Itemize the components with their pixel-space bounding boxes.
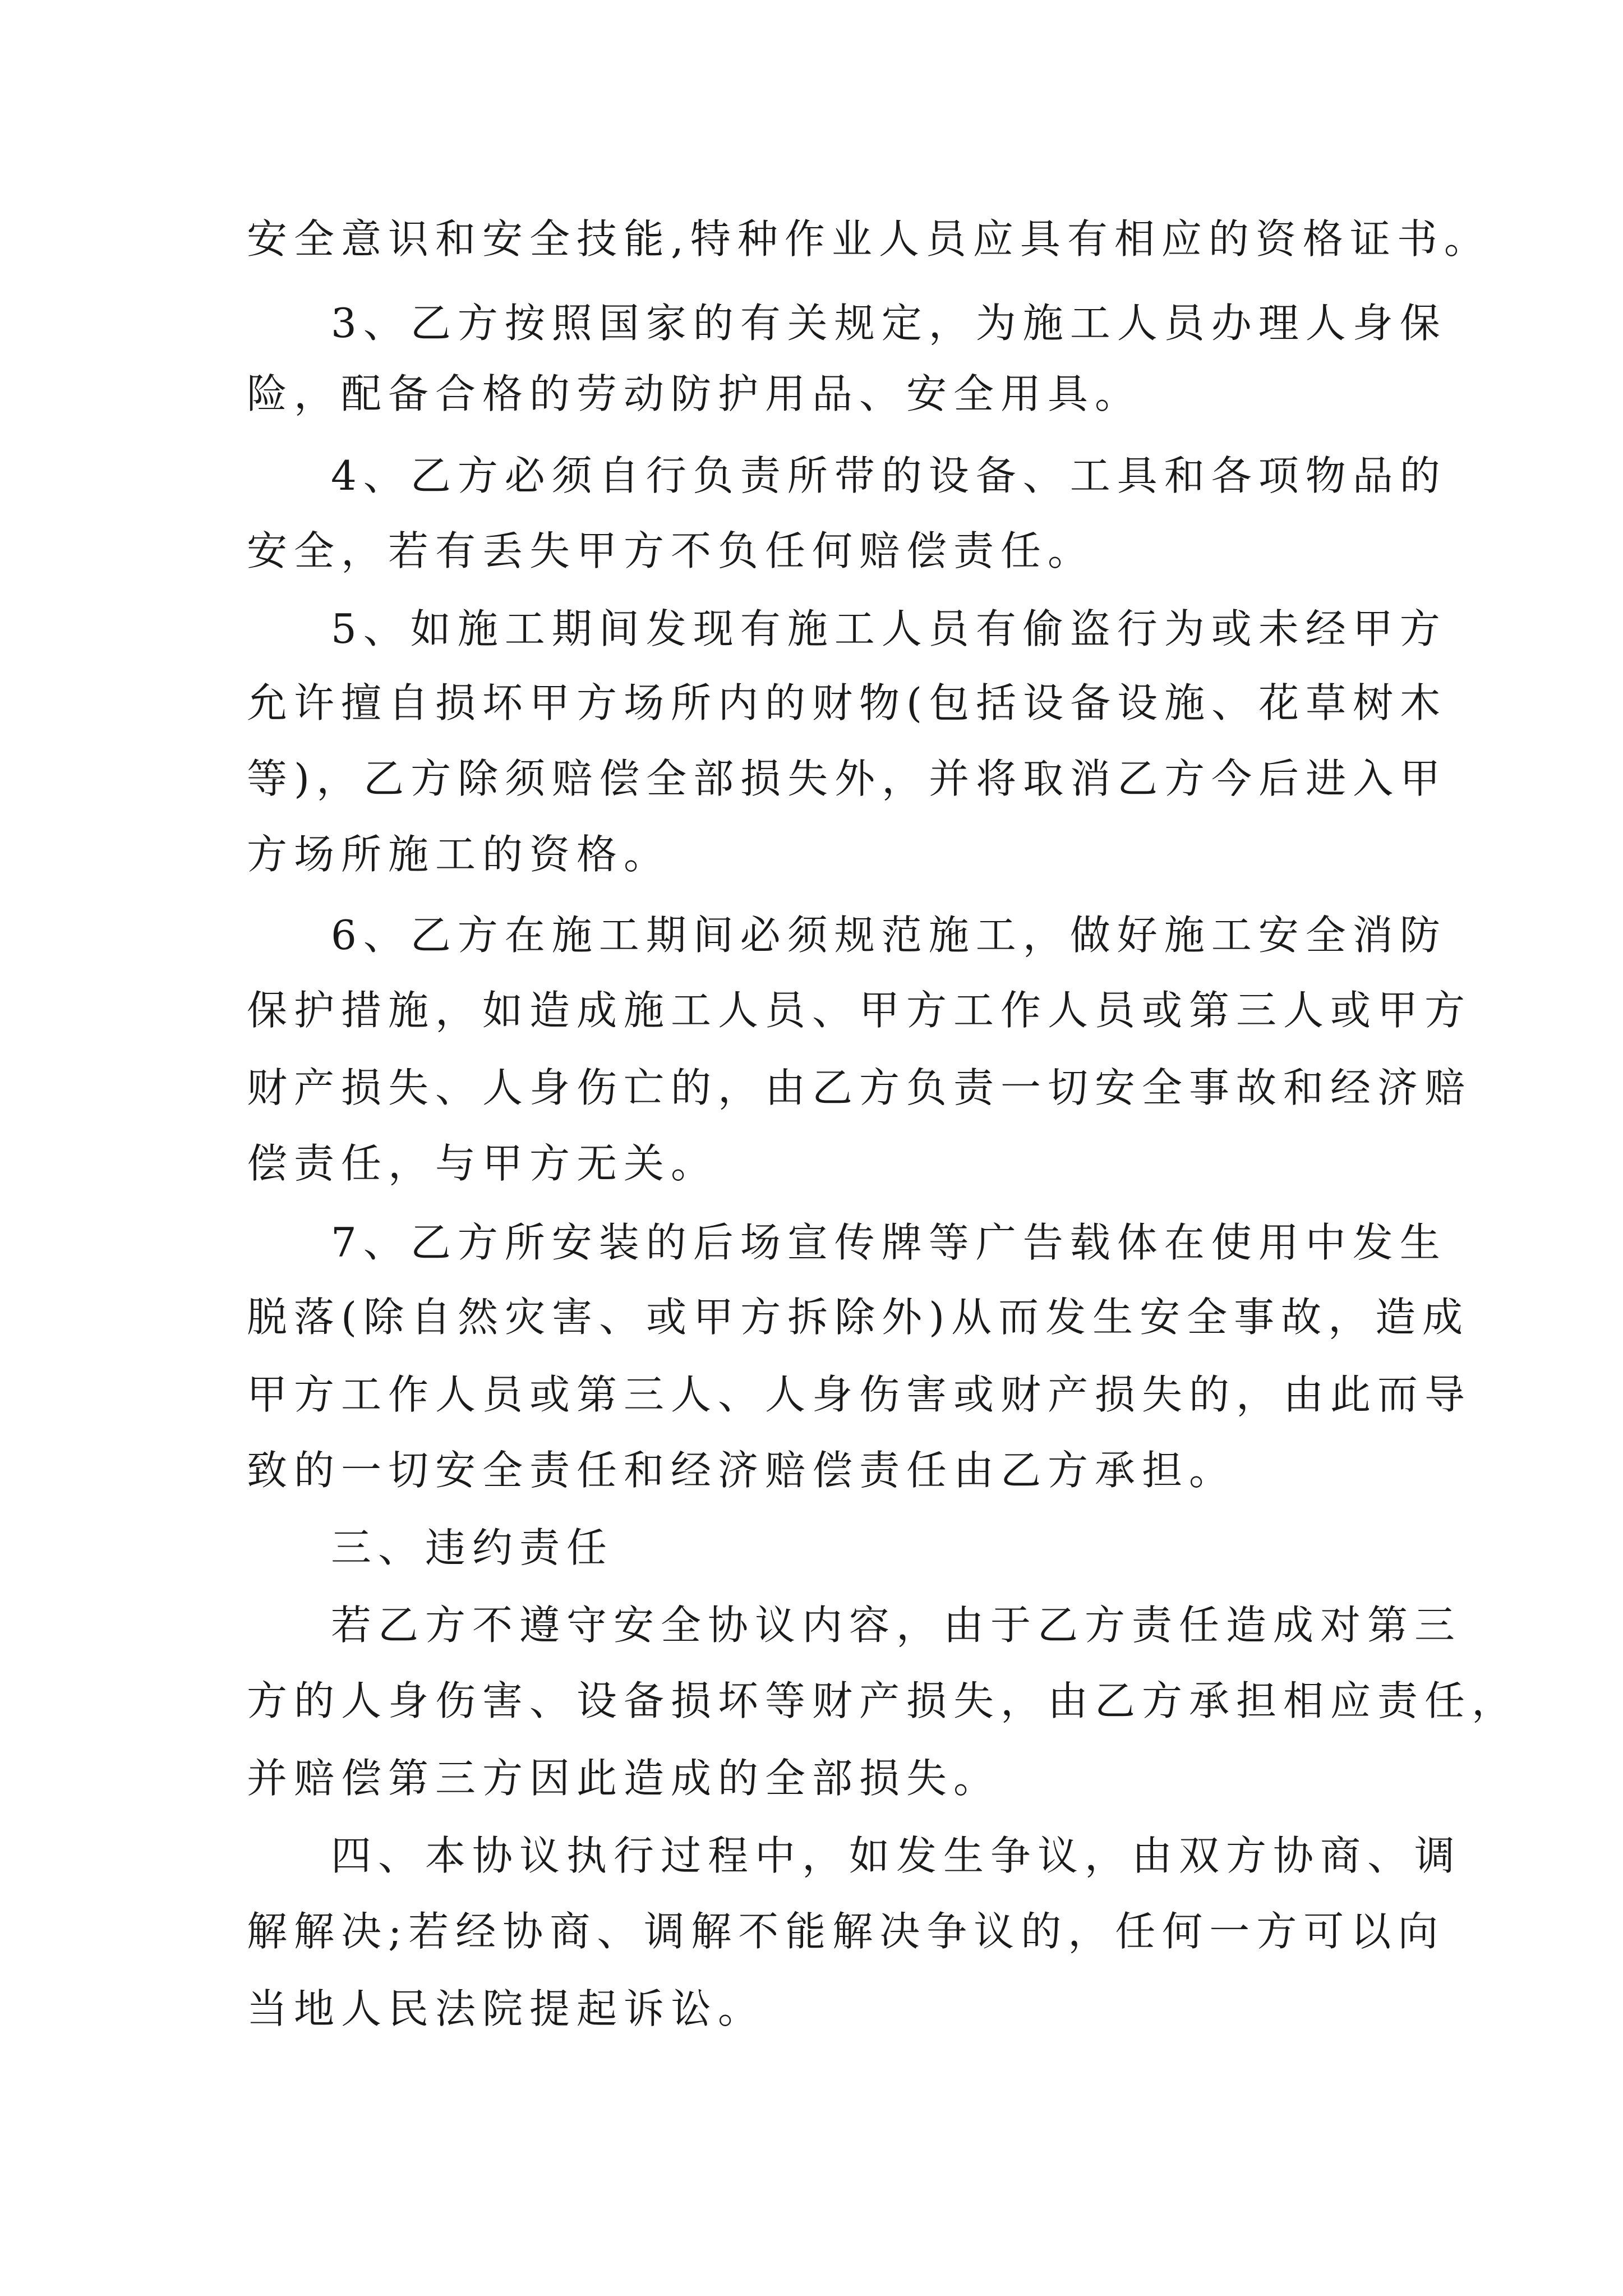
text-line: 甲方工作人员或第三人、人身伤害或财产损失的，由此而导 — [247, 1371, 1472, 1418]
text-line: 3、乙方按照国家的有关规定，为施工人员办理人身保 — [331, 300, 1447, 347]
text-line: 6、乙方在施工期间必须规范施工，做好施工安全消防 — [331, 912, 1447, 959]
text-line: 安全意识和安全技能,特种作业人员应具有相应的资格证书。 — [247, 215, 1491, 263]
text-line: 解解决;若经协商、调解不能解决争议的，任何一方可以向 — [247, 1908, 1445, 1955]
text-line: 安全，若有丢失甲方不负任何赔偿责任。 — [247, 527, 1095, 574]
text-line: 脱落(除自然灾害、或甲方拆除外)从而发生安全事故，造成 — [247, 1294, 1470, 1341]
section-heading: 三、违约责任 — [331, 1524, 614, 1571]
text-line: 4、乙方必须自行负责所带的设备、工具和各项物品的 — [331, 452, 1447, 499]
text-line: 财产损失、人身伤亡的，由乙方负责一切安全事故和经济赔 — [247, 1064, 1472, 1111]
text-line: 5、如施工期间发现有施工人员有偷盗行为或未经甲方 — [331, 605, 1447, 652]
text-line: 偿责任，与甲方无关。 — [247, 1140, 718, 1187]
text-line: 并赔偿第三方因此造成的全部损失。 — [247, 1755, 1001, 1802]
text-line: 若乙方不遵守安全协议内容，由于乙方责任造成对第三 — [331, 1602, 1462, 1649]
text-line: 致的一切安全责任和经济赔偿责任由乙方承担。 — [247, 1447, 1237, 1494]
text-line: 7、乙方所安装的后场宣传牌等广告载体在使用中发生 — [331, 1219, 1447, 1266]
text-line: 等)，乙方除须赔偿全部损失外，并将取消乙方今后进入甲 — [247, 755, 1447, 802]
text-line: 允许擅自损坏甲方场所内的财物(包括设备设施、花草树木 — [247, 679, 1447, 726]
text-line: 当地人民法院提起诉讼。 — [247, 1985, 766, 2032]
text-line: 险，配备合格的劳动防护用品、安全用具。 — [247, 370, 1142, 417]
text-line: 方场所施工的资格。 — [247, 831, 671, 878]
text-line: 保护措施，如造成施工人员、甲方工作人员或第三人或甲方 — [247, 987, 1472, 1034]
text-line: 方的人身伤害、设备损坏等财产损失，由乙方承担相应责任， — [247, 1677, 1519, 1724]
text-line: 四、本协议执行过程中，如发生争议，由双方协商、调 — [331, 1832, 1462, 1879]
